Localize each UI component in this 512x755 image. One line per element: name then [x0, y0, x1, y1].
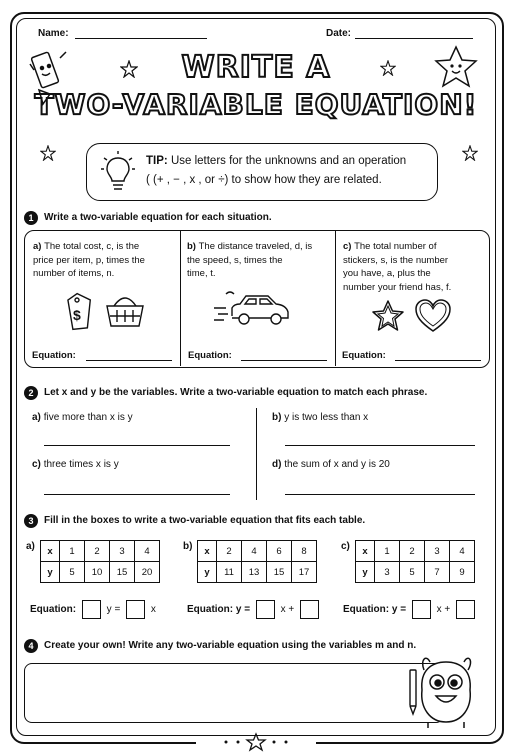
table-cell: 5 [400, 562, 425, 583]
table-cell: x [356, 541, 375, 562]
xy-table-b [197, 540, 317, 583]
phrase-c [32, 459, 119, 470]
situation-line: number of items, n. [33, 268, 115, 279]
situation-line: The total number of [354, 241, 437, 252]
date-field[interactable] [355, 38, 473, 39]
divider [256, 408, 257, 500]
table-cell: 20 [135, 562, 160, 583]
star-icon [462, 145, 478, 161]
car-icon [212, 290, 292, 330]
table-cell: 3 [425, 541, 450, 562]
phrase-answer-line-b[interactable] [285, 445, 475, 446]
answer-box[interactable] [256, 600, 275, 619]
title-line-2: TWO-VARIABLE EQUATION! [34, 88, 478, 121]
table-cell: 2 [217, 541, 242, 562]
equation-answer-line-a[interactable] [86, 360, 172, 361]
phrase-text: three times x is y [43, 459, 119, 470]
equation-answer-line-c[interactable] [395, 360, 481, 361]
table-cell: 3 [110, 541, 135, 562]
table-cell: 1 [60, 541, 85, 562]
item-letter: b) [272, 412, 282, 423]
phrase-a [32, 412, 133, 423]
tip-label: TIP: [146, 155, 168, 167]
table-cell: 3 [375, 562, 400, 583]
item-letter: c) [32, 459, 41, 470]
table-cell: 13 [242, 562, 267, 583]
item-letter: a) [32, 412, 41, 423]
phrase-answer-line-a[interactable] [44, 445, 230, 446]
table-cell: 9 [450, 562, 475, 583]
table-cell: 2 [400, 541, 425, 562]
xy-table-a [40, 540, 160, 583]
equation-label: Equation: [342, 350, 386, 361]
divider [180, 231, 181, 366]
situation-line: stickers, s, is the number [343, 254, 449, 266]
item-letter: b) [187, 241, 196, 252]
item-letter: c) [343, 241, 352, 252]
table-cell: 4 [242, 541, 267, 562]
xy-table-c [355, 540, 475, 583]
situation-line: you have, a, plus the [343, 268, 431, 279]
basket-icon [104, 290, 146, 330]
table-cell: y [356, 562, 375, 583]
table-row-x [198, 541, 317, 562]
table-cell: 1 [375, 541, 400, 562]
table-cell: y [41, 562, 60, 583]
table-letter-c: c) [341, 541, 350, 552]
answer-box[interactable] [456, 600, 475, 619]
equation-label: Equation: y = [343, 604, 407, 616]
table-cell: 8 [292, 541, 317, 562]
situation-line: price per item, p, times the [33, 254, 145, 266]
phrase-text: five more than x is y [43, 412, 133, 423]
table-letter-a: a) [26, 541, 35, 552]
section-1-number: 1 [24, 211, 38, 225]
item-letter: a) [33, 241, 42, 252]
star-icon [370, 298, 406, 334]
table-row-x [41, 541, 160, 562]
answer-box[interactable] [412, 600, 431, 619]
create-your-own-box[interactable] [24, 663, 444, 723]
table-equation-a [30, 600, 156, 619]
equation-label: Equation: [32, 350, 76, 361]
situation-a [33, 240, 173, 281]
situation-b [187, 240, 332, 281]
answer-box[interactable] [82, 600, 101, 619]
phrase-answer-line-c[interactable] [44, 494, 230, 495]
section-4-title: Create your own! Write any two-variable equation using the variables m and n. [44, 640, 417, 651]
title-line-1: WRITE A [181, 50, 331, 85]
table-cell: 17 [292, 562, 317, 583]
equation-answer-line-b[interactable] [241, 360, 327, 361]
answer-box[interactable] [126, 600, 145, 619]
table-row-y [198, 562, 317, 583]
star-icon [380, 60, 396, 76]
divider [335, 231, 336, 366]
situation-c [343, 240, 488, 294]
lightbulb-icon [100, 150, 136, 194]
equation-text: y = [106, 604, 121, 616]
table-equation-c [343, 600, 478, 619]
answer-box[interactable] [300, 600, 319, 619]
situation-line: The total cost, c, is the [44, 241, 140, 252]
table-cell: 15 [110, 562, 135, 583]
phrase-answer-line-d[interactable] [285, 494, 475, 495]
star-icon [40, 145, 56, 161]
table-cell: x [198, 541, 217, 562]
equation-text: x + [436, 604, 451, 616]
situation-line: number your friend has, f. [343, 281, 452, 293]
name-label: Name: [38, 28, 69, 39]
section-2-number: 2 [24, 386, 38, 400]
price-tag-icon [62, 288, 98, 332]
table-cell: 2 [85, 541, 110, 562]
table-cell: 6 [267, 541, 292, 562]
heart-icon [414, 298, 452, 334]
date-label: Date: [326, 28, 352, 39]
monster-mascot-icon [408, 650, 484, 730]
situation-line: the speed, s, times the [187, 254, 283, 266]
situation-line: The distance traveled, d, is [198, 241, 313, 252]
section-2-title: Let x and y be the variables. Write a two-variable equation to match each phrase. [44, 387, 428, 398]
tip-line-2: ( (+ , − , x , or ÷) to show how they are related. [146, 174, 382, 186]
star-icon [120, 60, 138, 78]
table-cell: 15 [267, 562, 292, 583]
equation-text: x + [280, 604, 295, 616]
item-letter: d) [272, 459, 282, 470]
equation-label: Equation: [30, 604, 77, 616]
footer-star-icon [206, 732, 306, 752]
phrase-d [272, 459, 390, 470]
table-cell: 7 [425, 562, 450, 583]
table-cell: 4 [450, 541, 475, 562]
table-cell: y [198, 562, 217, 583]
tip-line-1: Use letters for the unknowns and an operation [170, 155, 407, 167]
table-cell: 5 [60, 562, 85, 583]
pencil-mascot-icon [28, 44, 72, 106]
table-cell: x [41, 541, 60, 562]
table-cell: 11 [217, 562, 242, 583]
situation-line: time, t. [187, 268, 216, 279]
phrase-text: y is two less than x [284, 412, 369, 423]
name-field[interactable] [75, 38, 207, 39]
page-border-inner [16, 18, 496, 736]
table-cell: 10 [85, 562, 110, 583]
equation-label: Equation: [188, 350, 232, 361]
section-3-number: 3 [24, 514, 38, 528]
table-equation-b [187, 600, 322, 619]
section-4-number: 4 [24, 639, 38, 653]
table-cell: 4 [135, 541, 160, 562]
section-3-title: Fill in the boxes to write a two-variable equation that fits each table. [44, 515, 366, 526]
equation-text: x [150, 604, 156, 616]
section-1-title: Write a two-variable equation for each situation. [44, 212, 272, 223]
table-row-x [356, 541, 475, 562]
table-letter-b: b) [183, 541, 193, 552]
star-mascot-icon [432, 44, 480, 90]
equation-label: Equation: y = [187, 604, 251, 616]
tip-text [146, 152, 436, 190]
table-row-y [356, 562, 475, 583]
svg-text:$: $ [73, 307, 81, 323]
phrase-text: the sum of x and y is 20 [284, 459, 390, 470]
table-row-y [41, 562, 160, 583]
phrase-b [272, 412, 368, 423]
